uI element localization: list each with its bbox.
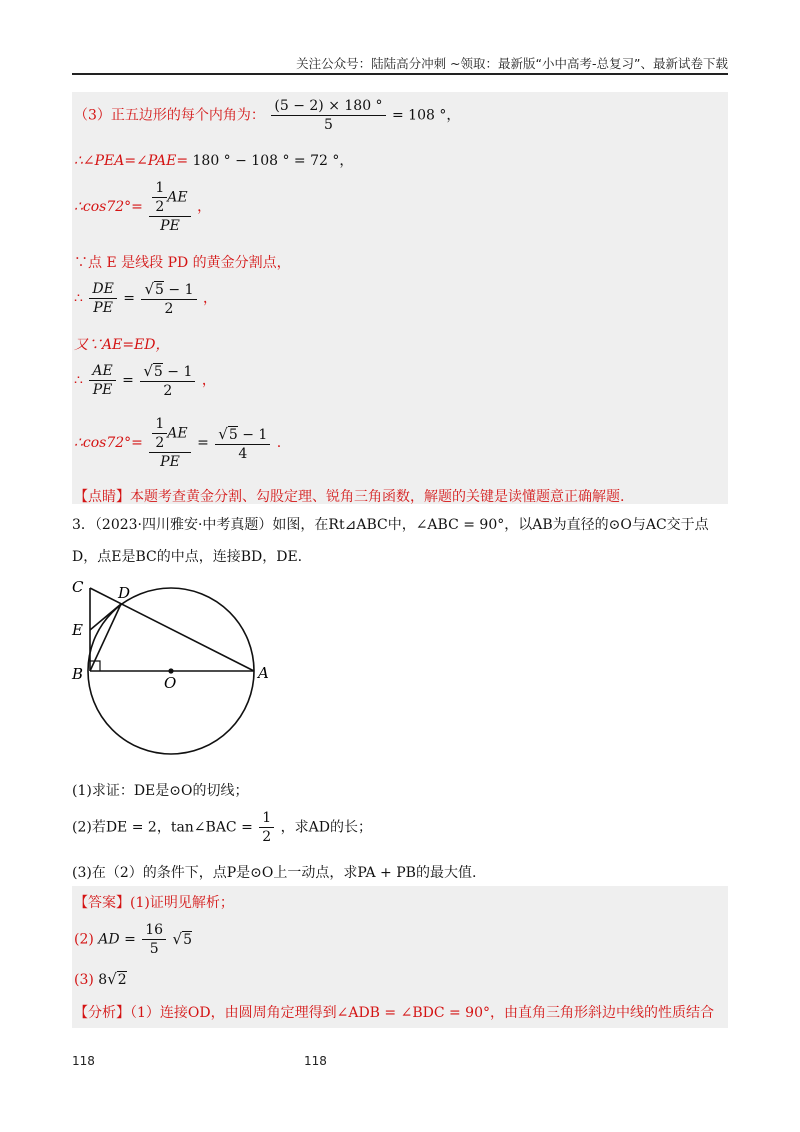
- answer-line-3: (3) 8√2: [74, 970, 127, 988]
- question-2: (2)若DE = 2，tan∠BAC = $\frac{1}{2}$ ，求AD的长；: [72, 810, 372, 845]
- segment-de: [90, 604, 121, 630]
- solution-line-7: ∴ $\frac{AE}{PE}$ = $\frac{√5 - 1}{2}$ ，: [74, 362, 216, 399]
- solution-line-8: ∴cos72°= $\frac{1}{2}$ AE PE = $\frac{√5 - 1}{4}$ .: [74, 416, 282, 470]
- question-1: (1)求证：DE是⊙O的切线；: [72, 783, 249, 799]
- footer-page-number-left: 118: [72, 1054, 95, 1068]
- label-e: E: [72, 621, 83, 639]
- cos72-fraction: $\frac{1}{2}$ AE PE: [149, 180, 190, 234]
- label-b: B: [72, 665, 84, 683]
- label-o: O: [164, 674, 177, 692]
- ae-pe-fraction: $\frac{AE}{PE}$: [89, 363, 115, 398]
- answer-line-2: (2) AD = $\frac{16}{5}$ √5: [74, 922, 193, 957]
- question-3: (3)在（2）的条件下，点P是⊙O上一动点，求PA + PB的最大值.: [72, 865, 477, 881]
- geometry-figure: [62, 574, 282, 764]
- problem-stem-line-2: D，点E是BC的中点，连接BD，DE.: [72, 549, 303, 565]
- solution-line-5: ∴ $\frac{DE}{PE}$ = $\frac{√5 - 1}{2}$ ，: [74, 280, 217, 317]
- golden-ratio-fraction-2: $\frac{√5 - 1}{2}$: [140, 362, 195, 399]
- golden-ratio-fraction: $\frac{√5 - 1}{2}$: [141, 280, 196, 317]
- tan-fraction: $\frac{1}{2}$: [259, 810, 274, 845]
- center-point: [168, 668, 173, 673]
- solution-line-2: ∴∠PEA=∠PAE= 180 ° − 108 ° = 72 °，: [74, 153, 354, 169]
- problem-stem-line-1: 3．（2023·四川雅安·中考真题）如图，在Rt⊿ABC中，∠ABC = 90°，以AB为直径的⊙O与AC交于点: [72, 517, 709, 533]
- solution-line-1: （3）正五边形的每个内角为： $\frac{(5 - 2) \times 180 ^\circ}{5}$ = 108 °，: [74, 98, 461, 133]
- answer-line-1: 【答案】(1)证明见解析；: [74, 895, 234, 911]
- solution-line-4: ∵点 E 是线段 PD 的黄金分割点，: [74, 255, 291, 271]
- cos72-result-fraction: $\frac{√5 - 1}{4}$: [215, 425, 270, 462]
- page-header: 关注公众号：陆陆高分冲刺 ~领取：最新版“小中高考-总复习”、最新试卷下载: [296, 56, 728, 71]
- solution-line-6: 又∵AE=ED，: [74, 337, 170, 353]
- header-rule: [72, 73, 728, 75]
- de-pe-fraction: $\frac{DE}{PE}$: [89, 281, 116, 316]
- interior-angle-fraction: $\frac{(5 - 2) \times 180 ^\circ}{5}$: [271, 98, 385, 133]
- analysis-line: 【分析】（1）连接OD，由圆周角定理得到∠ADB = ∠BDC = 90°，由直角三角形斜边中线的性质结合: [74, 1005, 714, 1021]
- segment-ca: [90, 588, 254, 671]
- cos72-fraction-2: $\frac{1}{2}$ AE PE: [149, 416, 190, 470]
- label-c: C: [72, 578, 84, 596]
- solution-comment: 【点睛】本题考查黄金分割、勾股定理、锐角三角函数，解题的关键是读懂题意正确解题.: [74, 489, 625, 505]
- label-a: A: [258, 664, 269, 682]
- label-d: D: [118, 584, 131, 602]
- solution-line-3: ∴cos72°= $\frac{1}{2}$ AE PE ，: [74, 180, 212, 234]
- ad-fraction: $\frac{16}{5}$: [142, 922, 166, 957]
- footer-page-number-center: 118: [304, 1054, 327, 1068]
